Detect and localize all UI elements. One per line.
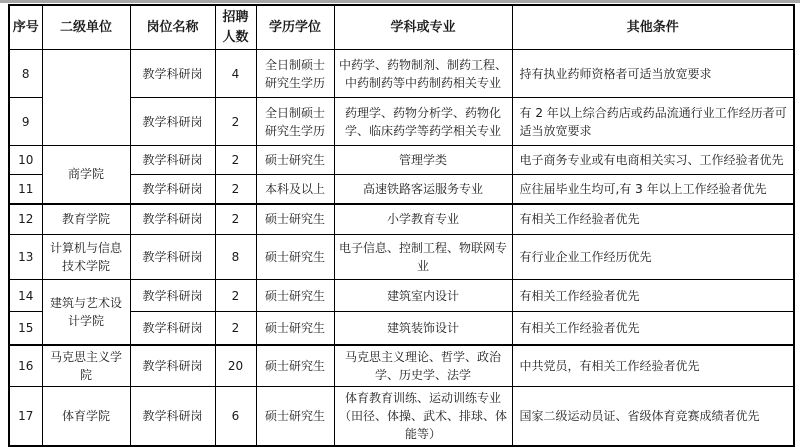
col-header-unit: 二级单位 [42, 5, 130, 50]
cell-count: 4 [215, 50, 256, 98]
cell-serial: 15 [9, 312, 42, 345]
col-header-other: 其他条件 [512, 5, 794, 50]
cell-degree: 硕士研究生 [256, 312, 334, 345]
cell-serial: 17 [9, 387, 42, 447]
cell-position: 教学科研岗 [130, 387, 215, 447]
cell-serial: 12 [9, 204, 42, 235]
cell-count: 2 [215, 175, 256, 204]
cell-serial: 11 [9, 175, 42, 204]
cell-major: 建筑室内设计 [334, 280, 512, 312]
cell-other: 有行业企业工作经历优先 [512, 235, 794, 280]
cell-unit: 马克思主义学院 [42, 345, 130, 387]
col-header-serial: 序号 [9, 5, 42, 50]
cell-position: 教学科研岗 [130, 175, 215, 204]
cell-serial: 16 [9, 345, 42, 387]
table-row [9, 146, 794, 175]
col-header-count: 招聘人数 [215, 5, 256, 50]
cell-position: 教学科研岗 [130, 146, 215, 175]
table-header-row [9, 5, 794, 50]
cell-position: 教学科研岗 [130, 345, 215, 387]
cell-count: 8 [215, 235, 256, 280]
cell-major: 药理学、药物分析学、药物化学、临床药学等药学相关专业 [334, 98, 512, 146]
col-header-degree: 学历学位 [256, 5, 334, 50]
cell-major: 建筑装饰设计 [334, 312, 512, 345]
table-row [9, 204, 794, 235]
cell-count: 2 [215, 98, 256, 146]
cell-unit: 建筑与艺术设计学院 [42, 280, 130, 345]
cell-count: 2 [215, 146, 256, 175]
cell-unit: 计算机与信息技术学院 [42, 235, 130, 280]
cell-degree: 硕士研究生 [256, 146, 334, 175]
cell-major: 电子信息、控制工程、物联网专业 [334, 235, 512, 280]
table-row [9, 345, 794, 387]
cell-major: 中药学、药物制剂、制药工程、中药制药等中药制药相关专业 [334, 50, 512, 98]
cell-degree: 硕士研究生 [256, 204, 334, 235]
cell-degree: 硕士研究生 [256, 387, 334, 447]
col-header-position: 岗位名称 [130, 5, 215, 50]
table-row [9, 387, 794, 447]
cell-other: 中共党员，有相关工作经验者优先 [512, 345, 794, 387]
cell-major: 小学教育专业 [334, 204, 512, 235]
table-row [9, 235, 794, 280]
cell-other: 有相关工作经验者优先 [512, 280, 794, 312]
cell-degree: 全日制硕士研究生学历 [256, 50, 334, 98]
cell-count: 20 [215, 345, 256, 387]
cell-major: 管理学类 [334, 146, 512, 175]
cell-other: 有 2 年以上综合药店或药品流通行业工作经历者可适当放宽要求 [512, 98, 794, 146]
cell-count: 2 [215, 280, 256, 312]
cell-position: 教学科研岗 [130, 50, 215, 98]
cell-major: 高速铁路客运服务专业 [334, 175, 512, 204]
screenshot-top-strip [0, 0, 800, 3]
cell-other: 有相关工作经验者优先 [512, 204, 794, 235]
cell-count: 6 [215, 387, 256, 447]
cell-position: 教学科研岗 [130, 312, 215, 345]
cell-degree: 硕士研究生 [256, 280, 334, 312]
cell-count: 2 [215, 312, 256, 345]
cell-degree: 硕士研究生 [256, 345, 334, 387]
cell-other: 持有执业药师资格者可适当放宽要求 [512, 50, 794, 98]
cell-degree: 本科及以上 [256, 175, 334, 204]
cell-major: 马克思主义理论、哲学、政治学、历史学、法学 [334, 345, 512, 387]
cell-serial: 14 [9, 280, 42, 312]
cell-unit: 教育学院 [42, 204, 130, 235]
cell-unit: 商学院 [42, 146, 130, 204]
table-row [9, 280, 794, 312]
recruitment-table [8, 4, 795, 447]
cell-serial: 8 [9, 50, 42, 98]
cell-position: 教学科研岗 [130, 204, 215, 235]
table-row [9, 50, 794, 98]
cell-degree: 全日制硕士研究生学历 [256, 98, 334, 146]
cell-position: 教学科研岗 [130, 235, 215, 280]
cell-major: 体育教育训练、运动训练专业（田径、体操、武术、排球、体能等） [334, 387, 512, 447]
cell-serial: 9 [9, 98, 42, 146]
cell-other: 应往届毕业生均可,有 3 年以上工作经验者优先 [512, 175, 794, 204]
cell-position: 教学科研岗 [130, 98, 215, 146]
cell-serial: 13 [9, 235, 42, 280]
cell-unit [42, 50, 130, 146]
cell-other: 国家二级运动员证、省级体育竞赛成绩者优先 [512, 387, 794, 447]
cell-degree: 硕士研究生 [256, 235, 334, 280]
cell-count: 2 [215, 204, 256, 235]
cell-other: 电子商务专业或有电商相关实习、工作经验者优先 [512, 146, 794, 175]
cell-unit: 体育学院 [42, 387, 130, 447]
col-header-major: 学科或专业 [334, 5, 512, 50]
cell-other: 有相关工作经验者优先 [512, 312, 794, 345]
cell-position: 教学科研岗 [130, 280, 215, 312]
cell-serial: 10 [9, 146, 42, 175]
